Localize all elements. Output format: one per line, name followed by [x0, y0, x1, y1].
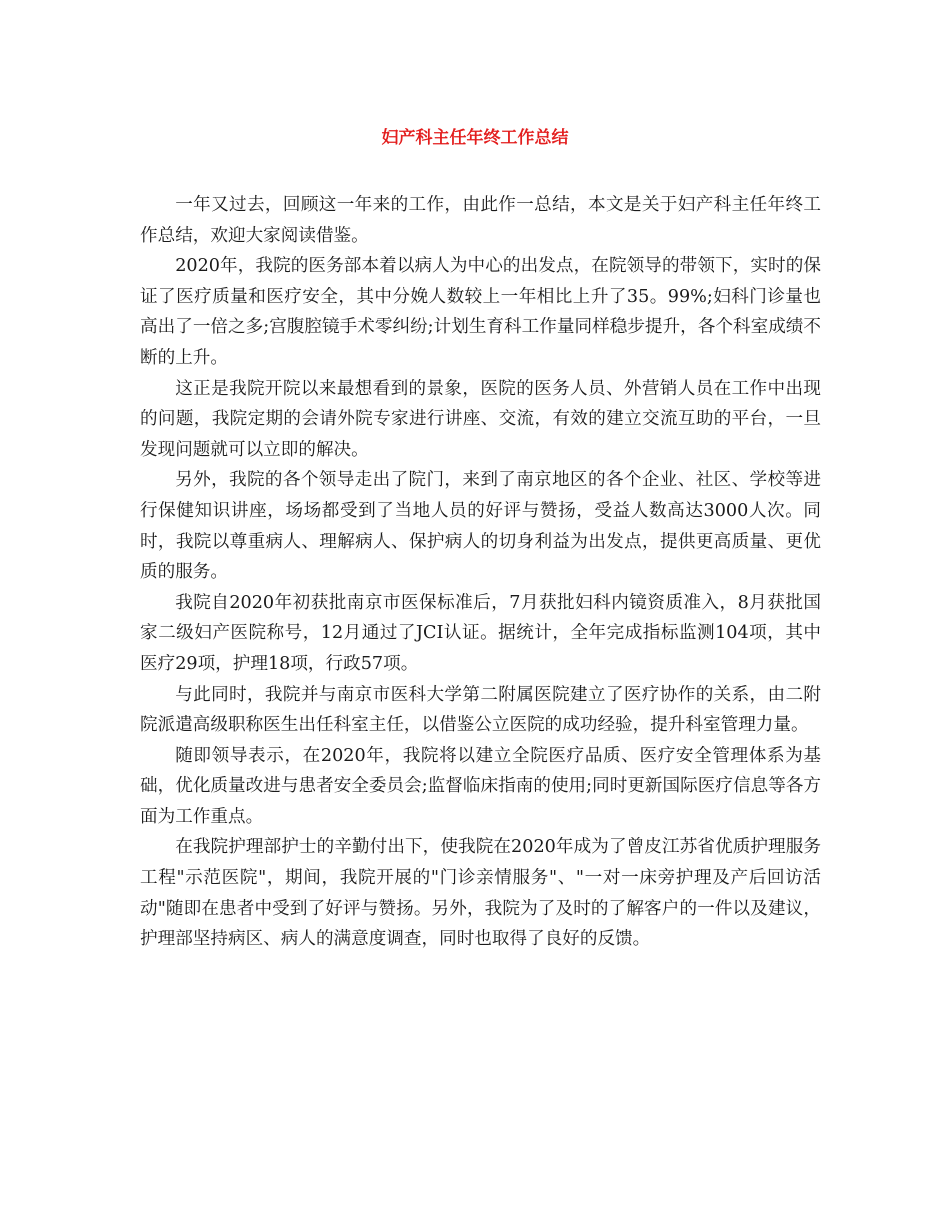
paragraph-2020-results: 2020年，我院的医务部本着以病人为中心的出发点，在院领导的带领下，实时的保证了医疗质量和医疗安全，其中分娩人数较上一年相比上升了35。99%;妇科门诊量也高出了一倍之多;宫腹腔镜手术零纠纷;计划生育科工作量同样稳步提升，各个科室成绩不断的上升。 [140, 256, 821, 368]
paragraph-accreditations: 我院自2020年初获批南京市医保标准后，7月获批妇科内镜资质准入，8月获批国家二级妇产医院称号，12月通过了JCI认证。据统计，全年完成指标监测104项，其中医疗29项，护理18项，行政57项。 [140, 592, 821, 674]
paragraph-intro: 一年又过去，回顾这一年来的工作，由此作一总结，本文是关于妇产科主任年终工作总结，欢迎大家阅读借鉴。 [140, 195, 821, 246]
paragraph-expert-exchange: 这正是我院开院以来最想看到的景象，医院的医务人员、外营销人员在工作中出现的问题，我院定期的会请外院专家进行讲座、交流，有效的建立交流互助的平台，一旦发现问题就可以立即的解决。 [140, 378, 821, 460]
paragraph-community-lectures: 另外，我院的各个领导走出了院门，来到了南京地区的各个企业、社区、学校等进行保健知识讲座，场场都受到了当地人员的好评与赞扬，受益人数高达3000人次。同时，我院以尊重病人、理解病人、保护病人的切身利益为出发点，提供更高质量、更优质的服务。 [140, 470, 821, 583]
paragraph-nursing-service: 在我院护理部护士的辛勤付出下，使我院在2020年成为了曾皮江苏省优质护理服务工程"示范医院"，期间，我院开展的"门诊亲情服务"、"一对一床旁护理及产后回访活动"随即在患者中受到了好评与赞扬。另外，我院为了及时的了解客户的一件以及建议，护理部坚持病区、病人的满意度调查，同时也取得了良好的反馈。 [140, 837, 821, 950]
paragraph-management-plan: 随即领导表示，在2020年，我院将以建立全院医疗品质、医疗安全管理体系为基础，优化质量改进与患者安全委员会;监督临床指南的使用;同时更新国际医疗信息等各方面为工作重点。 [140, 745, 821, 827]
document-title: 妇产科主任年终工作总结 [381, 128, 569, 148]
document-body [140, 190, 821, 955]
paragraph-cooperation: 与此同时，我院并与南京市医科大学第二附属医院建立了医疗协作的关系，由二附院派遣高级职称医生出任科室主任，以借鉴公立医院的成功经验，提升科室管理力量。 [140, 684, 821, 736]
